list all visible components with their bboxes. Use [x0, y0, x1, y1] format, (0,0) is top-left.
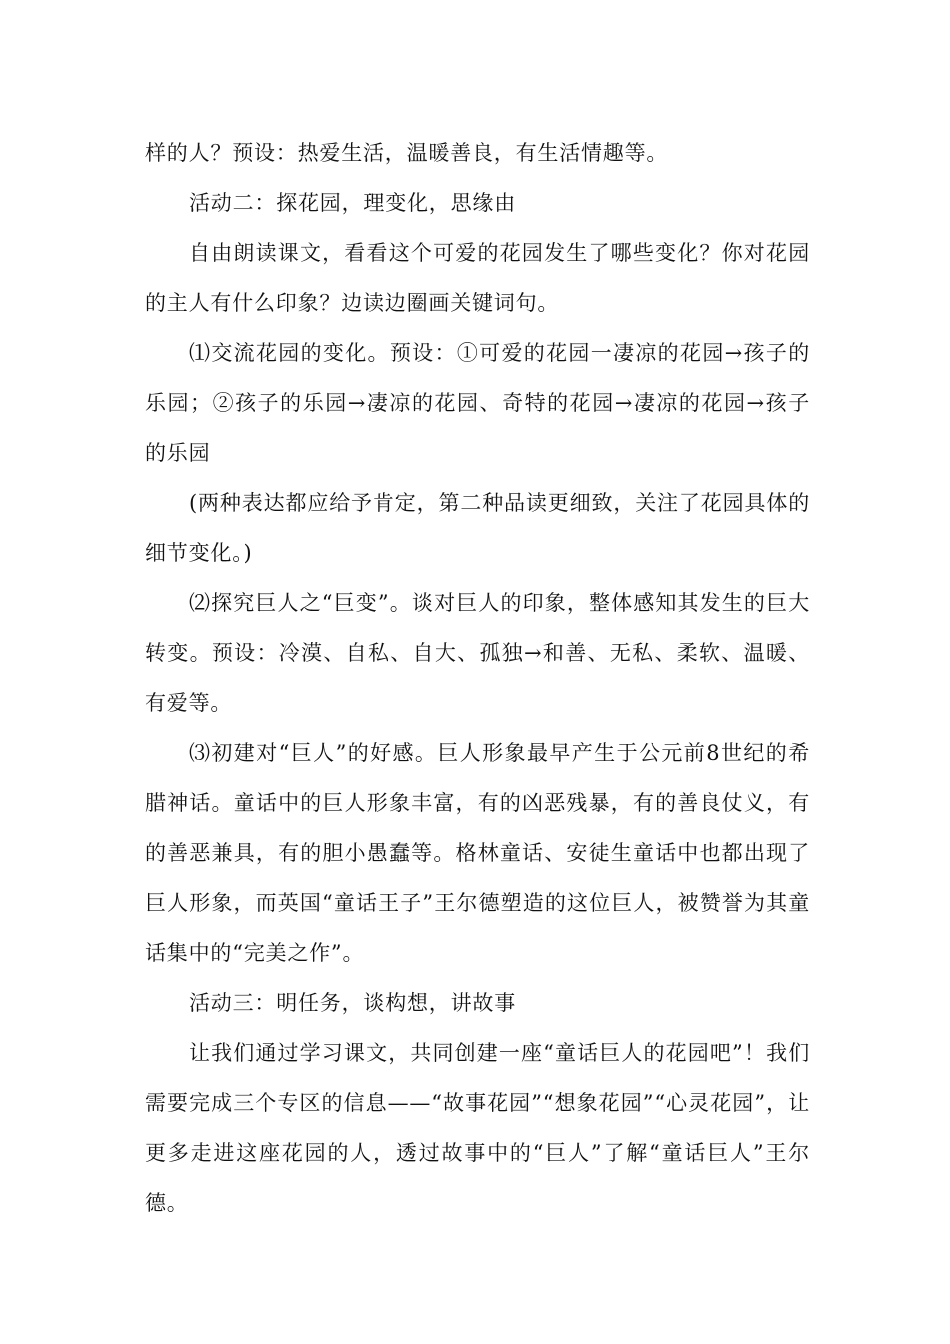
- paragraph-1: 样的人？预设：热爱生活，温暖善良，有生活情趣等。: [145, 141, 669, 165]
- paragraph-6: ⑵探究巨人之“巨变”。谈对巨人的印象，整体感知其发生的巨大转变。预设：冷漠、自私、自大、孤独→和善、无私、柔软、温暖、有爱等。: [145, 591, 810, 715]
- paragraph-9: 让我们通过学习课文，共同创建一座“童话巨人的花园吧”！我们需要完成三个专区的信息——“故事花园”“想象花园”“心灵花园”，让更多走进这座花园的人，透过故事中的“巨人”了解“童话巨人”王尔德。: [145, 1041, 810, 1215]
- activity-3-heading: 活动三：明任务，谈构想，讲故事: [189, 991, 516, 1015]
- paragraph-5: (两种表达都应给予肯定，第二种品读更细致，关注了花园具体的细节变化。): [145, 491, 810, 565]
- paragraph-4: ⑴交流花园的变化。预设：①可爱的花园一凄凉的花园→孩子的乐园；②孩子的乐园→凄凉的花园、奇特的花园→凄凉的花园→孩子的乐园: [145, 341, 810, 465]
- paragraph-7: ⑶初建对“巨人”的好感。巨人形象最早产生于公元前8世纪的希腊神话。童话中的巨人形象丰富，有的凶恶残暴，有的善良仗义，有的善恶兼具，有的胆小愚蠢等。格林童话、安徒生童话中也都出现了巨人形象，而英国“童话王子”王尔德塑造的这位巨人，被赞誉为其童话集中的“完美之作”。: [145, 741, 810, 965]
- paragraph-3: 自由朗读课文，看看这个可爱的花园发生了哪些变化？你对花园的主人有什么印象？边读边圈画关键词句。: [145, 241, 810, 315]
- activity-2-heading: 活动二：探花园，理变化，思缘由: [189, 191, 516, 215]
- document-body: [145, 128, 810, 1228]
